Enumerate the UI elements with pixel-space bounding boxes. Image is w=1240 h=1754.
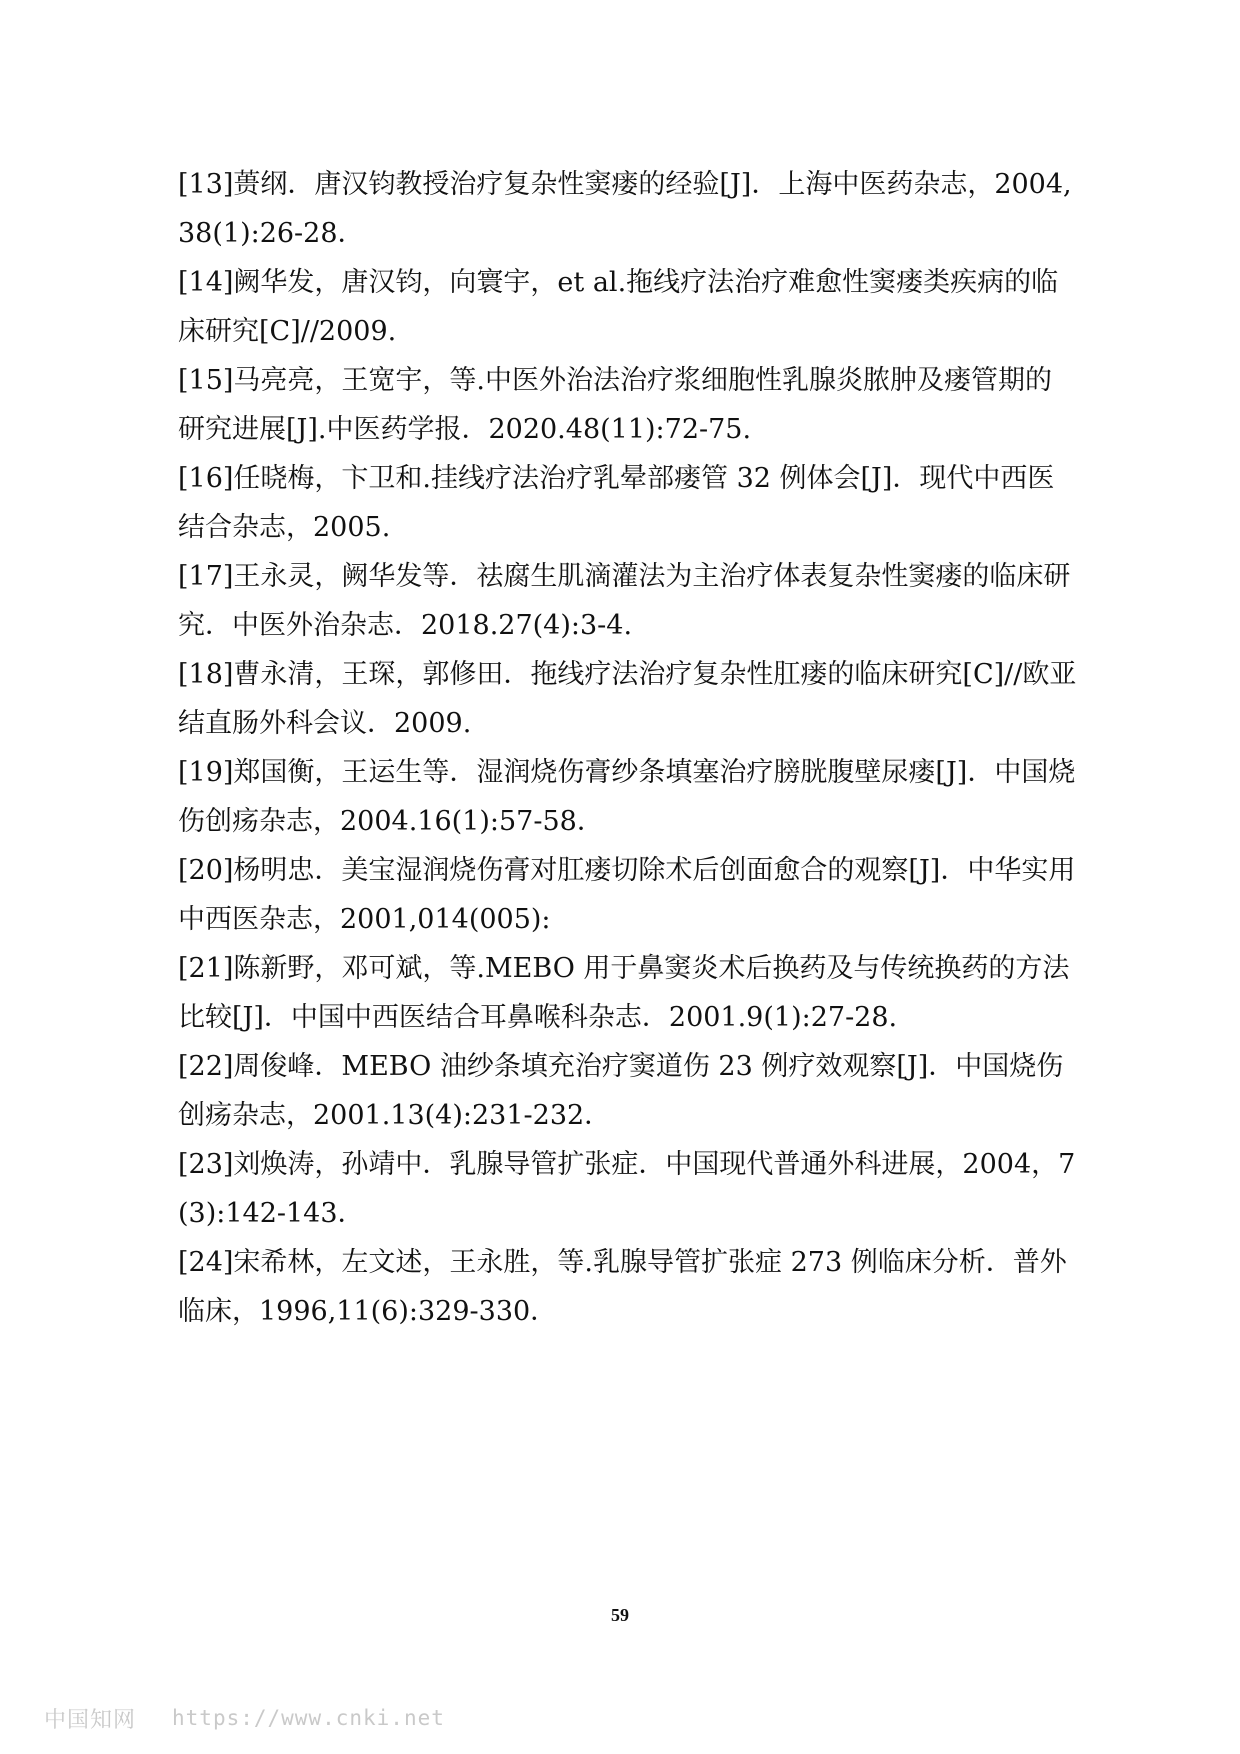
reference-17: [17]王永灵，阙华发等．祛腐生肌滴灌法为主治疗体表复杂性窦瘘的临床研究．中医外治杂志．2018.27(4):3-4. (178, 561, 1071, 641)
reference-14: [14]阙华发，唐汉钧，向寰宇，et al.拖线疗法治疗难愈性窦瘘类疾病的临床研究[C]//2009. (178, 267, 1059, 347)
reference-24: [24]宋希林，左文述，王永胜，等.乳腺导管扩张症 273 例临床分析．普外临床，1996,11(6):329-330． (178, 1247, 1067, 1327)
reference-list (178, 160, 1078, 1336)
reference-15: [15]马亮亮，王宽宇，等.中医外治法治疗浆细胞性乳腺炎脓肿及瘘管期的研究进展[J].中医药学报．2020.48(11):72-75. (178, 365, 1053, 445)
reference-23: [23]刘焕涛，孙靖中．乳腺导管扩张症．中国现代普通外科进展，2004，7(3):142-143． (178, 1149, 1076, 1229)
reference-16: [16]任晓梅，卞卫和.挂线疗法治疗乳晕部瘘管 32 例体会[J]．现代中西医结合杂志，2005. (178, 463, 1055, 543)
cnki-watermark (44, 1700, 445, 1736)
reference-21: [21]陈新野，邓可斌，等.MEBO 用于鼻窦炎术后换药及与传统换药的方法比较[J]．中国中西医结合耳鼻喉科杂志．2001.9(1):27-28. (178, 953, 1070, 1033)
page-number: 59 (611, 1605, 629, 1625)
watermark-url: https://www.cnki.net (172, 1706, 445, 1730)
watermark-logo: 中国知网 (44, 1707, 137, 1733)
reference-20: [20]杨明忠．美宝湿润烧伤膏对肛瘘切除术后创面愈合的观察[J]．中华实用中西医杂志，2001,014(005): (178, 855, 1076, 935)
reference-19: [19]郑国衡，王运生等．湿润烧伤膏纱条填塞治疗膀胱腹壁尿瘘[J]．中国烧伤创疡杂志，2004.16(1):57-58． (178, 757, 1076, 837)
reference-13: [13]蒉纲．唐汉钧教授治疗复杂性窦瘘的经验[J]．上海中医药杂志，2004,38(1):26-28． (178, 169, 1072, 249)
reference-22: [22]周俊峰．MEBO 油纱条填充治疗窦道伤 23 例疗效观察[J]．中国烧伤创疡杂志，2001.13(4):231-232． (178, 1051, 1064, 1131)
reference-18: [18]曹永清，王琛，郭修田．拖线疗法治疗复杂性肛瘘的临床研究[C]//欧亚结直肠外科会议．2009. (178, 659, 1077, 739)
